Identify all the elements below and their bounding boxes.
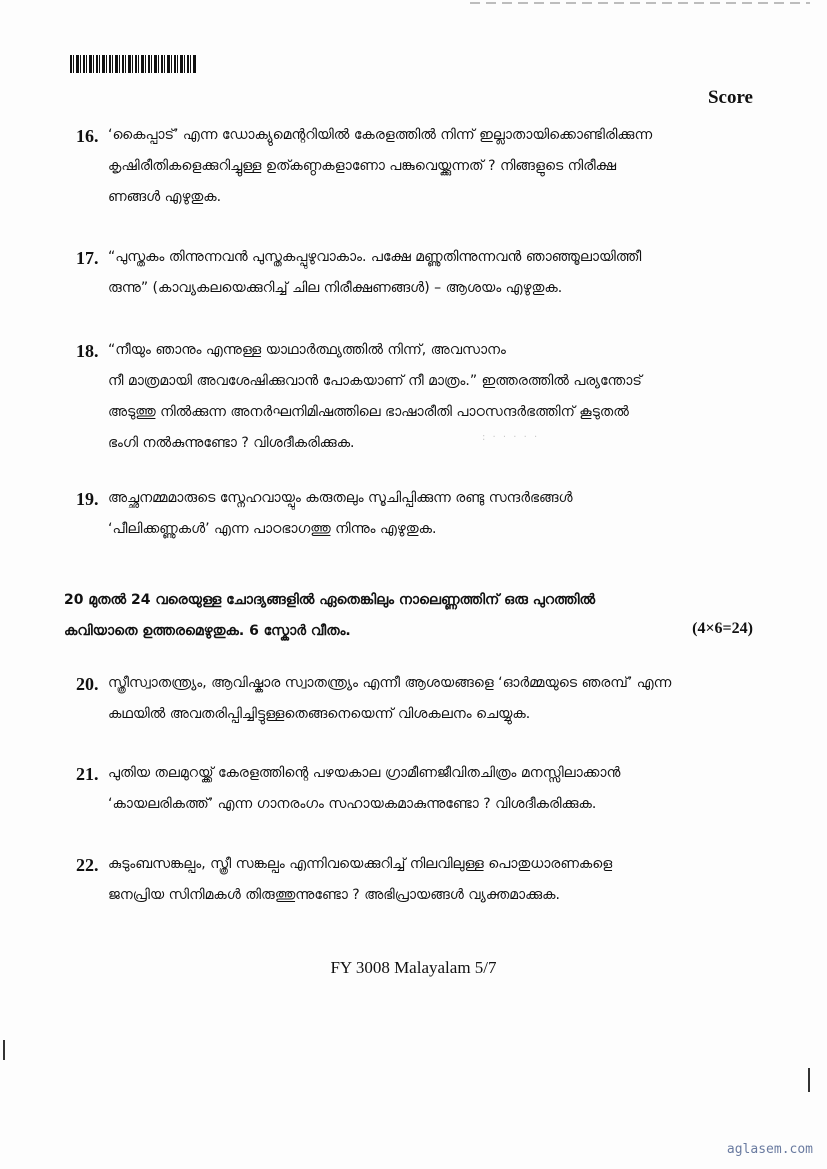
barcode [70,55,196,73]
question-19 [76,489,766,545]
question-line: അടുത്തു നിൽക്കുന്ന അനർഘനിമിഷത്തിലെ ഭാഷാരീതി പാഠസന്ദർഭത്തിന് കൂടുതൽ [108,404,629,420]
question-number: 22. [76,855,99,875]
question-20 [76,674,766,730]
question-22 [76,855,766,911]
question-text [108,120,766,213]
instruction-line: കവിയാതെ ഉത്തരമെഴുതുക. 6 സ്കോർ വീതം. [64,623,351,639]
question-line: ‘പീലിക്കണ്ണുകൾ’ എന്ന പാഠഭാഗത്തു നിന്നും എഴുതുക. [108,521,437,537]
question-line: ജനപ്രിയ സിനിമകൾ തിരുത്തുന്നുണ്ടോ ? അഭിപ്രായങ്ങൾ വ്യക്തമാക്കുക. [108,887,560,903]
question-line: ‘കായലരികത്ത്’ എന്ന ഗാനരംഗം സഹായകമാകുന്നുണ്ടോ ? വിശദീകരിക്കുക. [108,796,597,812]
question-line: കൃഷിരീതികളെക്കുറിച്ചുള്ള ഉത്കണ്ഠകളാണോ പങ്കുവെയ്ക്കുന്നത് ? നിങ്ങളുടെ നിരീക്ഷ [108,158,617,174]
question-number: 16. [76,126,99,146]
question-text [108,758,766,820]
margin-mark-right [808,1068,810,1092]
question-line: “പുസ്തകം തിന്നുന്നവൻ പുസ്തകപ്പുഴുവാകാം. പക്ഷേ മണ്ണുതിന്നുന്നവൻ ഞാഞ്ഞൂലായിത്തീ [108,249,642,265]
question-18 [76,341,766,459]
question-21 [76,764,766,820]
faint-scan-mark: : · · · · · [482,432,540,443]
question-line: കുടുംബസങ്കല്പം, സ്ത്രീ സങ്കല്പം എന്നിവയെക്കുറിച്ച് നിലവിലുള്ള പൊതുധാരണകളെ [108,856,613,872]
margin-mark-left [3,1040,5,1060]
scan-edge-marks [470,2,810,4]
question-17 [76,248,766,304]
question-number: 18. [76,341,99,361]
instruction-line: 20 മുതൽ 24 വരെയുള്ള ചോദ്യങ്ങളിൽ ഏതെങ്കിലും നാലെണ്ണത്തിന് ഒരു പുറത്തിൽ [64,592,596,608]
question-text [108,242,766,304]
question-line: ണങ്ങൾ എഴുതുക. [108,189,222,205]
question-line: നീ മാത്രമായി അവശേഷിക്കുവാൻ പോകയാണ് നീ മാത്രം.” ഇത്തരത്തിൽ പര്യന്തോട് [108,373,642,389]
question-number: 20. [76,674,99,694]
question-16 [76,126,766,213]
question-line: രുന്നു” (കാവ്യകലയെക്കുറിച്ച് ചില നിരീക്ഷണങ്ങൾ) – ആശയം എഴുതുക. [108,280,563,296]
question-text [108,335,766,459]
question-line: സ്ത്രീസ്വാതന്ത്ര്യം, ആവിഷ്കാര സ്വാതന്ത്ര്യം എന്നീ ആശയങ്ങളെ ‘ഓർമ്മയുടെ ഞരമ്പ്’ എന്ന [108,675,672,691]
question-number: 19. [76,489,99,509]
section-marks: (4×6=24) [692,620,753,637]
question-text [108,483,766,545]
question-line: ഭംഗി നൽകുന്നുണ്ടോ ? വിശദീകരിക്കുക. [108,435,355,451]
page-footer: FY 3008 Malayalam 5/7 [330,958,497,977]
question-number: 21. [76,764,99,784]
score-label: Score [707,87,753,108]
section-instruction [64,585,754,647]
question-line: അച്ഛനമ്മമാരുടെ സ്നേഹവായ്പും കരുതലും സൂചിപ്പിക്കുന്ന രണ്ടു സന്ദർഭങ്ങൾ [108,490,573,506]
question-number: 17. [76,248,99,268]
watermark: aglasem.com [726,1142,813,1157]
question-text [108,668,766,730]
question-text [108,849,766,911]
question-line: “നീയും ഞാനും എന്നുള്ള യാഥാർത്ഥ്യത്തിൽ നിന്ന്, അവസാനം [108,342,506,358]
question-line: ‘കൈപ്പാട്’ എന്ന ഡോക്യുമെന്ററിയിൽ കേരളത്തിൽ നിന്ന് ഇല്ലാതായിക്കൊണ്ടിരിക്കുന്ന [108,127,653,143]
question-line: പുതിയ തലമുറയ്ക്ക് കേരളത്തിന്റെ പഴയകാല ഗ്രാമീണജീവിതചിത്രം മനസ്സിലാക്കാൻ [108,765,621,781]
question-line: കഥയിൽ അവതരിപ്പിച്ചിട്ടുള്ളതെങ്ങനെയെന്ന് വിശകലനം ചെയ്യുക. [108,706,531,722]
